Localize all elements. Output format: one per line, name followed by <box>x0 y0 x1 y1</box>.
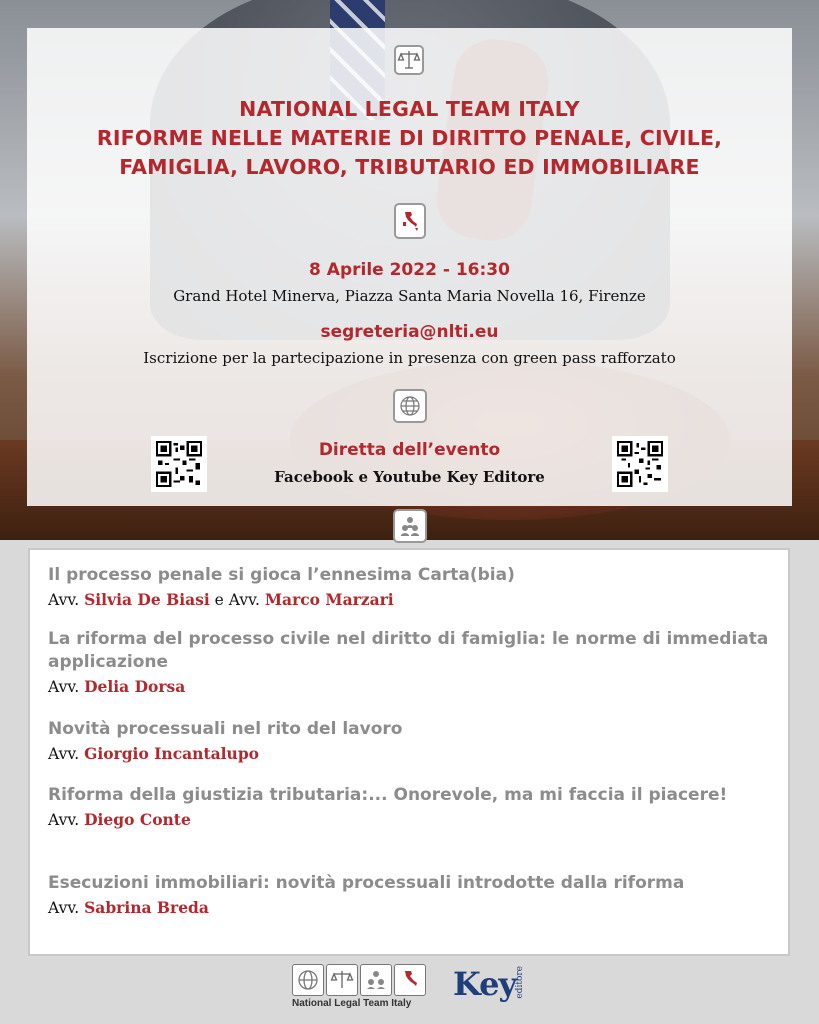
speaker-prefix: Avv. <box>48 591 85 609</box>
key-logo-text: Key <box>453 965 517 1003</box>
scales-icon <box>326 964 358 996</box>
key-editore-logo <box>453 964 533 1008</box>
title-line-1: NATIONAL LEGAL TEAM ITALY <box>239 97 580 121</box>
speaker-connector: e Avv. <box>209 591 265 609</box>
live-title: Diretta dell’evento <box>318 440 501 460</box>
speaker-prefix: Avv. <box>48 899 85 917</box>
talk-title: La riforma del processo civile nel diritto di famiglia: le norme di immediata applicazione <box>48 629 769 672</box>
speaker-name: Delia Dorsa <box>84 677 186 696</box>
talk-title: Riforma della giustizia tributaria:... Onorevole, ma mi faccia il piacere! <box>48 785 728 805</box>
speaker-prefix: Avv. <box>48 678 85 696</box>
live-platforms: Facebook e Youtube Key Editore <box>274 468 545 486</box>
speaker-name: Silvia De Biasi <box>84 590 210 609</box>
people-icon <box>360 964 392 996</box>
speaker-name: Marco Marzari <box>264 590 394 609</box>
talk-speakers <box>48 898 778 917</box>
talk-title: Il processo penale si gioca l’ennesima Carta(bia) <box>48 565 515 585</box>
talk-speakers <box>48 810 778 829</box>
talk-item <box>48 784 778 829</box>
event-email[interactable]: segreteria@nlti.eu <box>320 322 499 342</box>
people-icon <box>393 509 427 543</box>
speaker-prefix: Avv. <box>48 811 85 829</box>
talk-item <box>48 564 778 609</box>
key-logo-editore: editore <box>515 966 525 999</box>
nlti-logo <box>292 964 432 1014</box>
event-venue: Grand Hotel Minerva, Piazza Santa Maria Novella 16, Firenze <box>173 287 646 305</box>
nlti-logo-icons <box>292 964 432 996</box>
italy-map-icon <box>394 203 426 239</box>
scales-icon <box>394 45 424 75</box>
event-date-time: 8 Aprile 2022 - 16:30 <box>309 260 510 280</box>
registration-note: Iscrizione per la partecipazione in presenza con green pass rafforzato <box>143 349 676 367</box>
speaker-name: Diego Conte <box>84 810 191 829</box>
speaker-prefix: Avv. <box>48 745 85 763</box>
italy-map-icon <box>394 964 426 996</box>
talk-speakers <box>48 590 778 609</box>
title-line-2: RIFORME NELLE MATERIE DI DIRITTO PENALE, CIVILE, <box>96 126 723 150</box>
qr-code-youtube[interactable] <box>612 436 668 492</box>
talk-title: Esecuzioni immobiliari: novità processuali introdotte dalla riforma <box>48 873 685 893</box>
talk-item <box>48 718 778 763</box>
speaker-name: Giorgio Incantalupo <box>84 744 259 763</box>
talk-item <box>48 872 778 917</box>
talk-title: Novità processuali nel rito del lavoro <box>48 719 403 739</box>
qr-code-facebook[interactable] <box>151 436 207 492</box>
talks-panel <box>28 548 790 956</box>
talk-item <box>48 628 778 696</box>
talk-speakers <box>48 744 778 763</box>
globe-icon <box>292 964 324 996</box>
nlti-caption: National Legal Team Italy <box>292 998 412 1009</box>
talk-speakers <box>48 677 778 696</box>
globe-icon <box>393 389 427 423</box>
title-line-3: FAMIGLIA, LAVORO, TRIBUTARIO ED IMMOBILIARE <box>119 155 700 179</box>
speaker-name: Sabrina Breda <box>84 898 209 917</box>
